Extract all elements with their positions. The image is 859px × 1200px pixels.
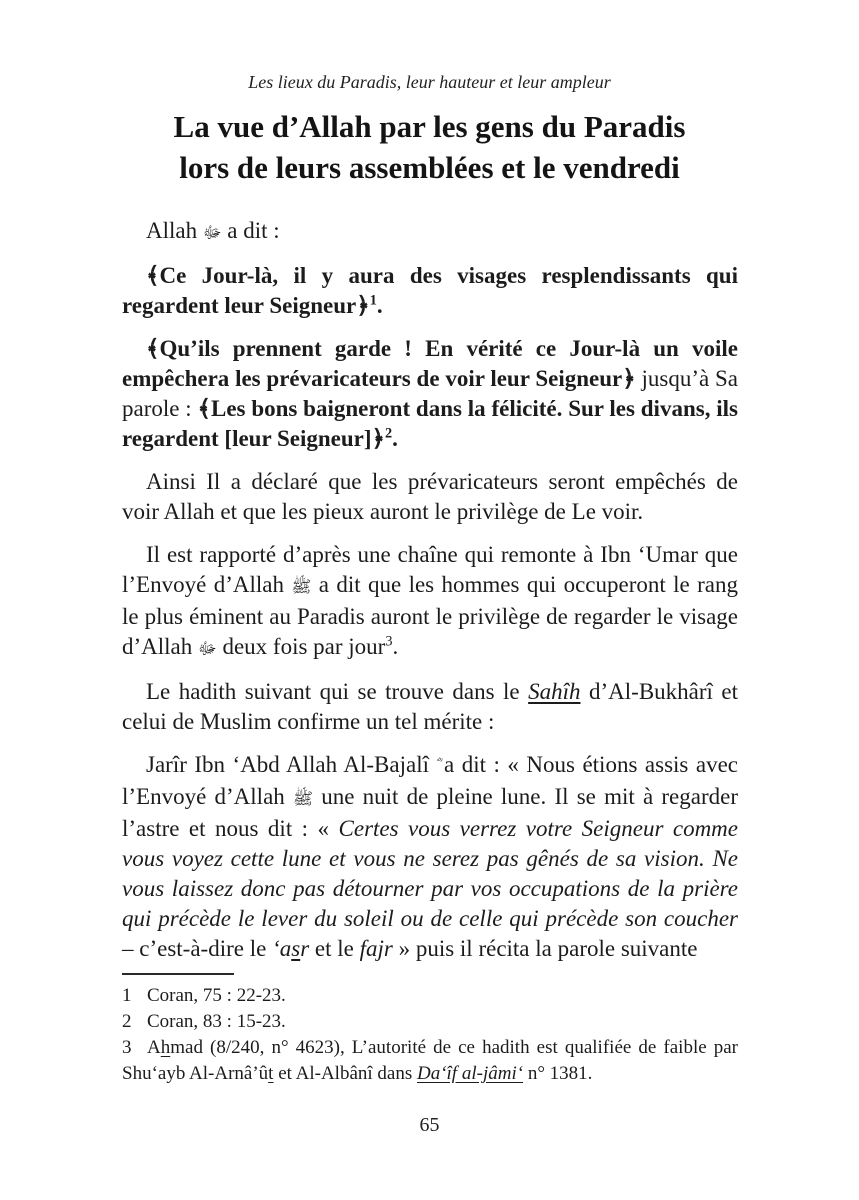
text-run: r bbox=[300, 936, 310, 961]
text-run: jusqu’à Sa parole : bbox=[122, 366, 738, 421]
text-run: . bbox=[392, 634, 399, 659]
text-run: ﴾Les bons baigneront dans la félicité. Sur les divans, ils regardent [leur Seigneur]﴿ bbox=[122, 396, 738, 451]
footnote-text bbox=[122, 1037, 738, 1084]
text-run: ﴾Qu’ils prennent garde ! En vérité ce Jour-là un voile empêchera les prévaricateurs de voir leur Seigneur﴿ bbox=[122, 336, 738, 391]
paragraph-ibn-umar bbox=[122, 540, 738, 664]
text-run: s bbox=[291, 936, 301, 961]
text-run: 3 bbox=[385, 633, 393, 650]
text-run: 2 bbox=[385, 425, 393, 442]
text-run: mad (8/240, n° 4623), L’autorité de ce hadith est qualifiée de faible par Shu‘ayb Al-Arnâ’û bbox=[122, 1037, 738, 1084]
paragraph-quran-quote-1 bbox=[122, 261, 738, 321]
paragraph-quran-quote-2 bbox=[122, 334, 738, 454]
paragraph-ainsi bbox=[122, 467, 738, 527]
text-run: Il est rapporté d’après une chaîne qui remonte à Ibn ‘Umar que l’Envoyé d’Allah bbox=[122, 542, 738, 597]
paragraph-jarir-hadith bbox=[122, 750, 738, 964]
footnotes-section bbox=[122, 973, 738, 1087]
text-run: d’Al-Bukhârî et celui de Muslim confirme un tel mérite : bbox=[122, 679, 738, 734]
text-run: Da‘îf al-jâmi‘ bbox=[416, 1063, 524, 1084]
text-run: fajr bbox=[359, 936, 393, 961]
text-run: Ainsi Il a déclaré que les prévaricateurs seront empêchés de voir Allah et que les pieux auront le privilège de Le voir. bbox=[122, 469, 738, 524]
chapter-title-line1: La vue d’Allah par les gens du Paradis bbox=[173, 109, 686, 144]
paragraph-hadith-sahih bbox=[122, 677, 738, 737]
text-run: Jarîr Ibn ‘Abd Allah Al-Bajalî bbox=[146, 752, 437, 777]
text-run: ﷻ bbox=[198, 639, 217, 658]
footnote-separator bbox=[122, 973, 234, 975]
footnote-3 bbox=[122, 1035, 738, 1087]
text-run: a dit : bbox=[221, 218, 280, 243]
chapter-title-line2: lors de leurs assemblées et le vendredi bbox=[179, 150, 680, 185]
text-run: et Al-Albânî dans bbox=[273, 1063, 417, 1084]
text-run: Certes vous verrez votre Seigneur comme vous voyez cette lune et vous ne serez pas gênés de sa vision. Ne vous laissez donc pas détourner par vos occupations de la prière qui précède le lever du soleil ou de celle qui précède son coucher – bbox=[122, 816, 738, 961]
text-run: Sahîh bbox=[528, 679, 581, 704]
text-run: a dit que les hommes qui occuperont le rang le plus éminent au Paradis auront le privilège de regarder le visage d’Allah bbox=[122, 572, 738, 659]
text-run: . bbox=[376, 293, 383, 318]
text-run: et le bbox=[309, 936, 360, 961]
footnote-number: 3 bbox=[122, 1037, 132, 1058]
chapter-title bbox=[50, 106, 809, 188]
footnote-2 bbox=[122, 1009, 738, 1035]
text-run: Allah bbox=[146, 218, 203, 243]
footnote-number: 1 bbox=[122, 985, 132, 1006]
text-run: . bbox=[392, 426, 398, 451]
footnote-text bbox=[147, 985, 286, 1006]
text-run: » puis il récita la parole suivante bbox=[392, 936, 698, 961]
text-run: deux fois par jour bbox=[216, 634, 386, 659]
running-header: Les lieux du Paradis, leur hauteur et leur ampleur bbox=[248, 72, 611, 92]
footnote-number: 2 bbox=[122, 1011, 132, 1032]
text-run: n° 1381. bbox=[523, 1063, 593, 1084]
page-number: 65 bbox=[419, 1114, 440, 1136]
body-text bbox=[122, 216, 738, 977]
text-run: A bbox=[147, 1037, 161, 1058]
text-run: ﷻ bbox=[202, 223, 222, 242]
text-run: h bbox=[160, 1037, 171, 1058]
text-run: ﴾Ce Jour-là, il y aura des visages resplendissants qui regardent leur Seigneur﴿ bbox=[122, 263, 738, 318]
text-run: ﷺ bbox=[291, 577, 312, 596]
text-run: Coran, 75 : 22-23. bbox=[147, 985, 286, 1006]
text-run: ﷺ bbox=[292, 789, 313, 808]
footnote-text bbox=[147, 1011, 286, 1032]
paragraph-allah-a-dit bbox=[122, 216, 738, 248]
text-run: c’est-à-dire le bbox=[133, 936, 273, 961]
text-run: t bbox=[268, 1063, 274, 1084]
text-run: 1 bbox=[369, 292, 377, 309]
text-run: Le hadith suivant qui se trouve dans le bbox=[146, 679, 529, 704]
text-run: Coran, 83 : 15-23. bbox=[147, 1011, 286, 1032]
text-run: une nuit de pleine lune. Il se mit à regarder l’astre et nous dit : « bbox=[122, 784, 738, 841]
footnote-1 bbox=[122, 983, 738, 1009]
text-run: ‘a bbox=[272, 936, 292, 961]
text-run: a dit : « Nous étions assis avec l’Envoyé d’Allah bbox=[122, 752, 738, 809]
